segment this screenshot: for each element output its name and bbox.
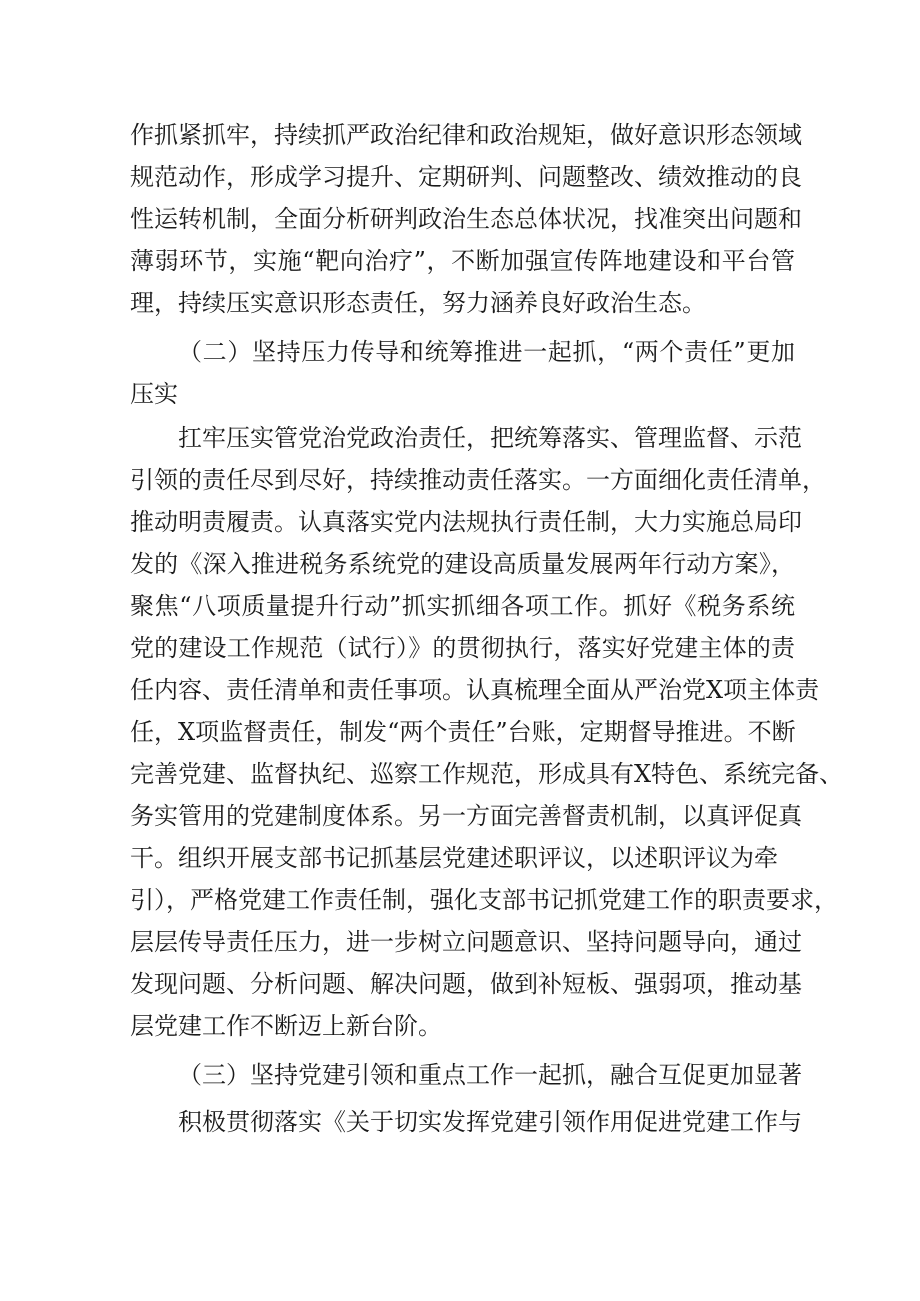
body-line-4: 薄弱环节，实施“靶向治疗”，不断加强宣传阵地建设和平台管 xyxy=(130,247,795,275)
body-line-17: 务实管用的党建制度体系。另一方面完善督责机制，以真评促真 xyxy=(130,802,802,830)
body-line-16: 完善党建、监督执纪、巡察工作规范，形成具有X特色、系统完备、 xyxy=(130,760,844,788)
body-line-2: 规范动作，形成学习提升、定期研判、问题整改、绩效推动的良 xyxy=(130,163,802,191)
body-line-20: 层层传导责任压力，进一步树立问题意识、坚持问题导向，通过 xyxy=(130,928,802,956)
body-line-13: 党的建设工作规范（试行）》的贯彻执行，落实好党建主体的责 xyxy=(130,634,795,662)
body-line-5: 理，持续压实意识形态责任，努力涵养良好政治生态。 xyxy=(130,289,706,317)
body-line-8: 扛牢压实管党治党政治责任，把统筹落实、管理监督、示范 xyxy=(178,424,802,452)
body-line-15: 任，X项监督责任，制发“两个责任”台账，定期督导推进。不断 xyxy=(130,718,796,746)
body-line-19: 引），严格党建工作责任制，强化支部书记抓党建工作的职责要求， xyxy=(130,886,838,914)
body-line-12: 聚焦“八项质量提升行动”抓实抓细各项工作。抓好《税务系统 xyxy=(130,592,795,620)
body-line-14: 任内容、责任清单和责任事项。认真梳理全面从严治党X项主体责 xyxy=(130,676,820,704)
body-line-24: 积极贯彻落实《关于切实发挥党建引领作用促进党建工作与 xyxy=(178,1108,802,1136)
body-line-18: 干。组织开展支部书记抓基层党建述职评议，以述职评议为牵 xyxy=(130,844,778,872)
body-line-21: 发现问题、分析问题、解决问题，做到补短板、强弱项，推动基 xyxy=(130,970,802,998)
section-heading-2-line-2: 压实 xyxy=(130,380,178,408)
body-line-9: 引领的责任尽到尽好，持续推动责任落实。一方面细化责任清单， xyxy=(130,466,826,494)
body-line-22: 层党建工作不断迈上新台阶。 xyxy=(130,1012,442,1040)
body-line-1: 作抓紧抓牢，持续抓严政治纪律和政治规矩，做好意识形态领域 xyxy=(130,121,802,149)
section-heading-2-line-1: （二）坚持压力传导和统筹推进一起抓，“两个责任”更加 xyxy=(178,338,795,366)
body-line-11: 发的《深入推进税务系统党的建设高质量发展两年行动方案》， xyxy=(130,550,795,578)
body-line-10: 推动明责履责。认真落实党内法规执行责任制，大力实施总局印 xyxy=(130,508,802,536)
section-heading-3: （三）坚持党建引领和重点工作一起抓，融合互促更加显著 xyxy=(178,1061,802,1089)
body-line-3: 性运转机制，全面分析研判政治生态总体状况，找准突出问题和 xyxy=(130,205,802,233)
